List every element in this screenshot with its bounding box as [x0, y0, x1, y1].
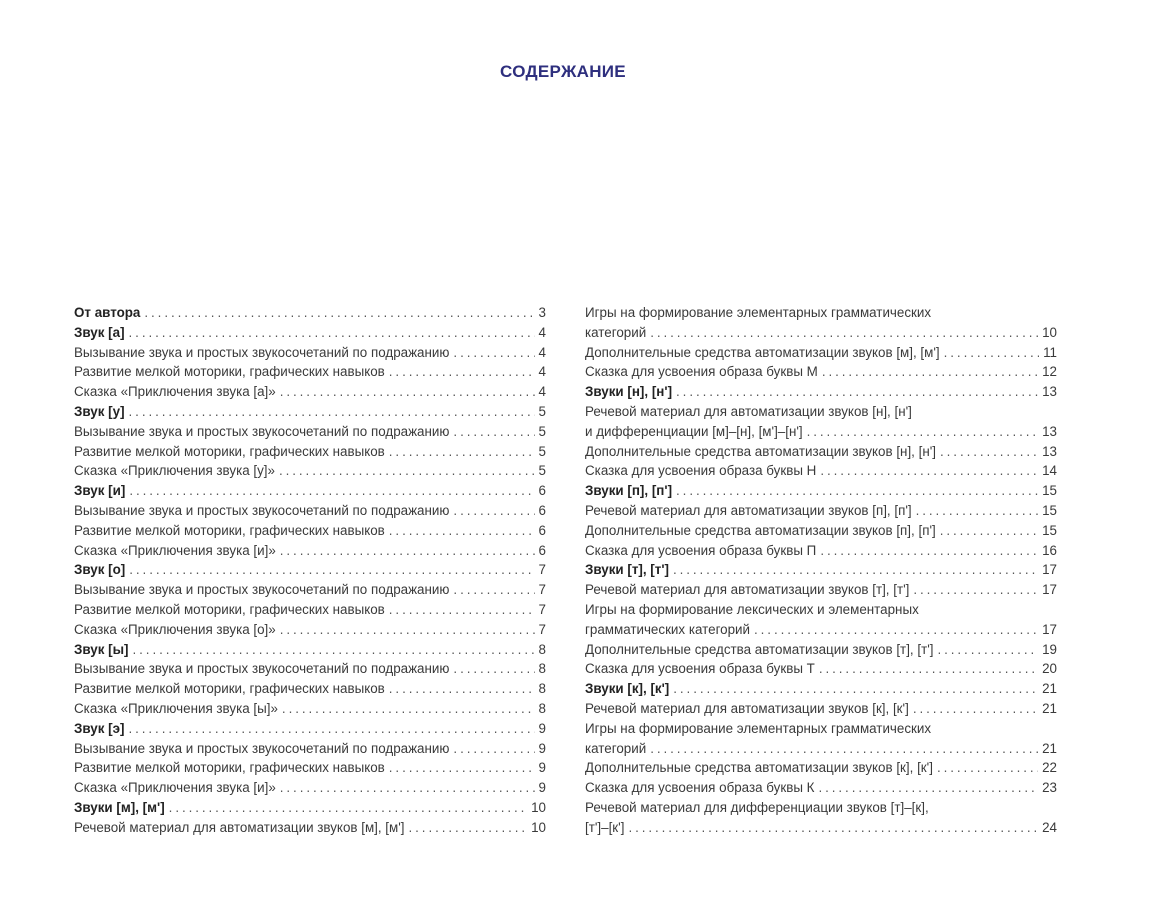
toc-entry[interactable] [74, 739, 546, 759]
toc-entry[interactable] [585, 798, 1057, 838]
toc-entry[interactable] [74, 600, 546, 620]
toc-page-number: 15 [1042, 502, 1057, 518]
toc-page-number: 7 [538, 562, 546, 578]
toc-entry-title: Развитие мелкой моторики, графических навыков [74, 760, 385, 776]
dot-leader [453, 739, 534, 759]
toc-page-number: 15 [1042, 522, 1057, 538]
toc-page-number: 3 [538, 305, 546, 320]
toc-entry[interactable] [585, 541, 1057, 561]
toc-entry-title-line: Речевой материал для автоматизации звуков [н], [н'] [585, 403, 912, 419]
dot-leader [389, 758, 535, 778]
dot-leader [819, 659, 1038, 679]
dot-leader [280, 541, 535, 561]
toc-page-number: 21 [1042, 681, 1057, 697]
dot-leader [916, 501, 1038, 521]
toc-entry-title: Звук [э] [74, 720, 125, 736]
toc-page-number: 17 [1042, 621, 1057, 637]
toc-entry-title: Развитие мелкой моторики, графических навыков [74, 601, 385, 617]
dot-leader [389, 679, 535, 699]
dot-leader [820, 541, 1038, 561]
toc-page-number: 16 [1042, 542, 1057, 558]
toc-entry-title: Дополнительные средства автоматизации звуков [н], [н'] [585, 443, 937, 459]
toc-page-number: 6 [538, 502, 546, 518]
dot-leader [940, 521, 1038, 541]
toc-entry[interactable] [585, 343, 1057, 363]
toc-entry[interactable] [585, 600, 1057, 640]
toc-entry-title: Речевой материал для автоматизации звуков [к], [к'] [585, 700, 909, 716]
toc-page-number: 5 [538, 443, 546, 459]
toc-entry[interactable] [585, 560, 1057, 580]
dot-leader [453, 580, 534, 600]
toc-page-number: 15 [1042, 483, 1057, 499]
toc-entry[interactable] [74, 620, 546, 640]
dot-leader [650, 323, 1038, 343]
toc-entry-title: Звуки [н], [н'] [585, 384, 673, 400]
toc-entry[interactable] [74, 778, 546, 798]
toc-entry-title: Звук [и] [74, 483, 126, 499]
toc-entry-title: [т']–[к'] [585, 819, 625, 835]
toc-entry-title-line: Игры на формирование лексических и элементарных [585, 601, 919, 617]
toc-page-number: 21 [1042, 740, 1057, 756]
toc-page-number: 5 [538, 403, 546, 419]
toc-entry-title: Сказка «Приключения звука [о]» [74, 621, 276, 637]
toc-page-number: 19 [1042, 641, 1057, 657]
dot-leader [820, 461, 1038, 481]
toc-entry[interactable] [74, 501, 546, 521]
toc-page-number: 13 [1042, 423, 1057, 439]
dot-leader [650, 739, 1038, 759]
toc-entry[interactable] [585, 521, 1057, 541]
dot-leader [913, 699, 1038, 719]
toc-page-number: 6 [538, 483, 546, 499]
toc-entry-title: Развитие мелкой моторики, графических навыков [74, 364, 385, 380]
toc-entry[interactable] [585, 640, 1057, 660]
toc-entry[interactable] [74, 798, 546, 818]
dot-leader [940, 442, 1038, 462]
toc-entry-title: Развитие мелкой моторики, графических навыков [74, 681, 385, 697]
toc-page-number: 8 [538, 681, 546, 697]
toc-entry[interactable] [585, 362, 1057, 382]
toc-page-number: 9 [538, 760, 546, 776]
toc-entry[interactable] [74, 560, 546, 580]
toc-page-number: 4 [538, 364, 546, 380]
toc-entry[interactable] [585, 382, 1057, 402]
toc-page-number: 8 [538, 641, 546, 657]
dot-leader [389, 362, 535, 382]
dot-leader [129, 481, 534, 501]
toc-page-number: 12 [1042, 364, 1057, 380]
toc-entry-title: Звук [о] [74, 562, 126, 578]
toc-entry-title-line: Игры на формирование элементарных грамматических [585, 720, 932, 736]
toc-entry[interactable] [74, 402, 546, 422]
toc-entry-title: Вызывание звука и простых звукосочетаний по подражанию [74, 661, 450, 677]
toc-entry-title: Дополнительные средства автоматизации звуков [т], [т'] [585, 641, 934, 657]
toc-entry[interactable] [585, 679, 1057, 699]
toc-entry-title: От автора [74, 305, 141, 320]
toc-entry-title: Речевой материал для автоматизации звуков [м], [м'] [74, 819, 405, 835]
dot-leader [673, 679, 1038, 699]
toc-page-number: 8 [538, 661, 546, 677]
dot-leader [280, 620, 535, 640]
toc-entry[interactable] [74, 679, 546, 699]
toc-entry-title: Звуки [т], [т'] [585, 562, 669, 578]
toc-entry[interactable] [74, 461, 546, 481]
dot-leader [128, 719, 534, 739]
toc-entry-title: Сказка для усвоения образа буквы Т [585, 661, 815, 677]
toc-entry[interactable] [74, 481, 546, 501]
toc-entry[interactable] [74, 640, 546, 660]
toc-page-number: 10 [531, 819, 546, 835]
toc-entry[interactable] [74, 521, 546, 541]
toc-entry[interactable] [74, 580, 546, 600]
toc-entry[interactable] [74, 659, 546, 679]
toc-page-number: 7 [538, 582, 546, 598]
dot-leader [169, 798, 527, 818]
toc-entry-title: грамматических категорий [585, 621, 751, 637]
toc-entry[interactable] [74, 442, 546, 462]
toc-entry[interactable] [74, 362, 546, 382]
dot-leader [280, 778, 535, 798]
toc-page-number: 10 [1042, 324, 1057, 340]
dot-leader [453, 422, 534, 442]
toc-entry-title: Развитие мелкой моторики, графических навыков [74, 443, 385, 459]
dot-leader [673, 560, 1038, 580]
dot-leader [913, 580, 1038, 600]
toc-page-number: 9 [538, 740, 546, 756]
toc-entry-title: категорий [585, 324, 647, 340]
toc-page-number: 20 [1042, 661, 1057, 677]
toc-entry[interactable] [585, 758, 1057, 778]
toc-page-number: 4 [538, 344, 546, 360]
toc-page-number: 8 [538, 700, 546, 716]
toc-entry-title: Дополнительные средства автоматизации звуков [м], [м'] [585, 344, 940, 360]
toc-entry-title: Звук [ы] [74, 641, 129, 657]
toc-page-number: 17 [1042, 562, 1057, 578]
dot-leader [129, 560, 534, 580]
dot-leader [453, 501, 534, 521]
toc-entry-title: Звуки [п], [п'] [585, 483, 673, 499]
dot-leader [133, 640, 535, 660]
toc-entry-title: Сказка «Приключения звука [а]» [74, 384, 276, 400]
toc-entry-title: Вызывание звука и простых звукосочетаний по подражанию [74, 502, 450, 518]
page-title: СОДЕРЖАНИЕ [500, 62, 626, 81]
toc-left-column [74, 303, 546, 838]
toc-page-number: 7 [538, 621, 546, 637]
toc-entry[interactable] [585, 481, 1057, 501]
toc-entry[interactable] [585, 699, 1057, 719]
toc-entry[interactable] [74, 303, 546, 323]
toc-entry[interactable] [585, 442, 1057, 462]
toc-entry-title: Дополнительные средства автоматизации звуков [к], [к'] [585, 760, 933, 776]
toc-entry-title-line: Речевой материал для дифференциации звуков [т]–[к], [585, 799, 929, 815]
toc-entry-title: и дифференциации [м]–[н], [м']–[н'] [585, 423, 803, 439]
toc-entry-title: Сказка для усвоения образа буквы Н [585, 463, 817, 479]
toc-entry[interactable] [585, 303, 1057, 343]
toc-entry[interactable] [585, 580, 1057, 600]
toc-entry-title: Вызывание звука и простых звукосочетаний по подражанию [74, 740, 450, 756]
dot-leader [818, 778, 1038, 798]
toc-entry[interactable] [74, 422, 546, 442]
toc-page-number: 23 [1042, 780, 1057, 796]
toc-page-number: 10 [531, 799, 546, 815]
toc-page-number: 11 [1043, 344, 1057, 360]
toc-page-number: 9 [538, 720, 546, 736]
toc-entry-title: Звук [а] [74, 324, 125, 340]
toc-entry-title: Сказка «Приключения звука [ы]» [74, 700, 278, 716]
toc-entry[interactable] [74, 343, 546, 363]
dot-leader [754, 620, 1038, 640]
toc-entry[interactable] [74, 323, 546, 343]
toc-entry[interactable] [585, 402, 1057, 442]
toc-entry-title: Сказка «Приключения звука [и]» [74, 780, 276, 796]
toc-entry[interactable] [74, 818, 546, 838]
toc-entry[interactable] [585, 778, 1057, 798]
dot-leader [389, 521, 535, 541]
toc-page-number: 6 [538, 522, 546, 538]
toc-entry[interactable] [74, 719, 546, 739]
toc-page-number: 13 [1042, 443, 1057, 459]
toc-page-number: 24 [1042, 819, 1057, 835]
toc-entry[interactable] [74, 758, 546, 778]
toc-entry[interactable] [74, 382, 546, 402]
toc-entry-title: категорий [585, 740, 647, 756]
dot-leader [676, 481, 1038, 501]
toc-entry[interactable] [585, 659, 1057, 679]
dot-leader [280, 382, 535, 402]
toc-entry-title: Сказка «Приключения звука [у]» [74, 463, 275, 479]
toc-entry-title: Звуки [к], [к'] [585, 681, 670, 697]
toc-entry[interactable] [585, 719, 1057, 759]
toc-entry-title: Вызывание звука и простых звукосочетаний по подражанию [74, 344, 450, 360]
dot-leader [453, 659, 534, 679]
dot-leader [937, 758, 1038, 778]
toc-entry-title: Вызывание звука и простых звукосочетаний по подражанию [74, 423, 450, 439]
toc-entry-title: Звук [у] [74, 403, 125, 419]
dot-leader [409, 818, 528, 838]
toc-entry-title-line: Игры на формирование элементарных грамматических [585, 305, 932, 320]
toc-page-number: 4 [538, 324, 546, 340]
dot-leader [807, 422, 1038, 442]
toc-entry[interactable] [585, 501, 1057, 521]
toc-entry-title: Сказка для усвоения образа буквы К [585, 780, 815, 796]
toc-entry-title: Речевой материал для автоматизации звуков [т], [т'] [585, 582, 910, 598]
toc-entry-title: Сказка для усвоения образа буквы П [585, 542, 817, 558]
toc-entry-title: Сказка «Приключения звука [и]» [74, 542, 276, 558]
dot-leader [389, 600, 535, 620]
toc-page-number: 6 [538, 542, 546, 558]
toc-page-number: 14 [1042, 463, 1057, 479]
dot-leader [628, 818, 1038, 838]
toc-page-number: 5 [538, 463, 546, 479]
toc-page-number: 21 [1042, 700, 1057, 716]
toc-page-number: 9 [538, 780, 546, 796]
dot-leader [676, 382, 1038, 402]
toc-entry[interactable] [585, 461, 1057, 481]
dot-leader [129, 402, 535, 422]
toc-entry-title: Развитие мелкой моторики, графических навыков [74, 522, 385, 538]
dot-leader [282, 699, 535, 719]
toc-page-number: 4 [538, 384, 546, 400]
dot-leader [144, 303, 534, 323]
toc-entry[interactable] [74, 541, 546, 561]
toc-page-number: 17 [1042, 582, 1057, 598]
toc-entry-title: Дополнительные средства автоматизации звуков [п], [п'] [585, 522, 936, 538]
toc-right-column [585, 303, 1057, 838]
dot-leader [822, 362, 1038, 382]
dot-leader [453, 343, 534, 363]
toc-entry-title: Сказка для усвоения образа буквы М [585, 364, 818, 380]
toc-entry-title: Вызывание звука и простых звукосочетаний по подражанию [74, 582, 450, 598]
dot-leader [389, 442, 535, 462]
toc-entry[interactable] [74, 699, 546, 719]
toc-page-number: 7 [538, 601, 546, 617]
toc-page-number: 13 [1042, 384, 1057, 400]
dot-leader [279, 461, 535, 481]
toc-page-number: 5 [538, 423, 546, 439]
toc-entry-title: Звуки [м], [м'] [74, 799, 165, 815]
dot-leader [944, 343, 1039, 363]
dot-leader [937, 640, 1038, 660]
toc-entry-title: Речевой материал для автоматизации звуков [п], [п'] [585, 502, 912, 518]
toc-page-number: 22 [1042, 760, 1057, 776]
dot-leader [129, 323, 535, 343]
